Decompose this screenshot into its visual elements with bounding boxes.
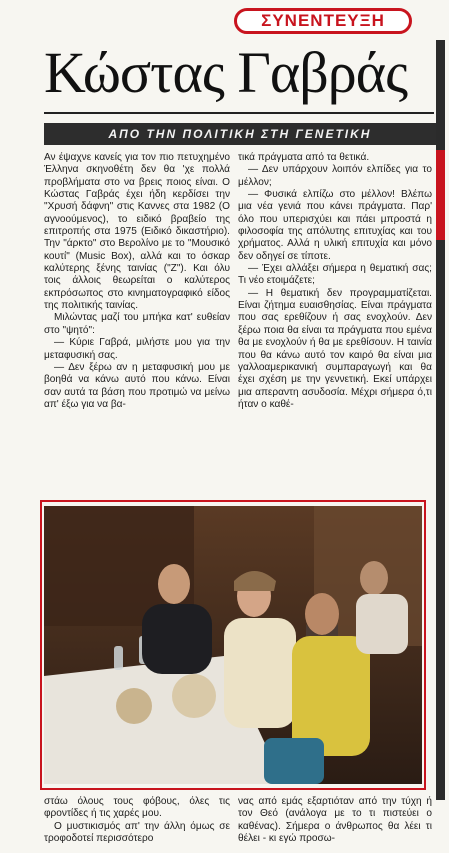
article-title: Κώστας Γαβράς	[44, 40, 408, 105]
paragraph: — Δεν υπάρχουν λοιπόν ελπίδες για το μέλλον;	[238, 164, 432, 188]
paragraph: — Φυσικά ελπίζω στο μέλλον! Βλέπω μια νέα γενιά που κάνει πράγματα. Παρ' όλο που υπερισχύει και πάει μπροστά η φιλοσοφία της απόλυτης επιτυχίας και του χρήματος. Αλλά η υλική επιτυχία και μόνο δεν οδηγεί σε τίποτε.	[238, 189, 432, 262]
paragraph: — Η θεματική δεν προγραμματίζεται. Είναι ζήτημα ευαισθησίας. Είναι πράγματα που σας ερεθίζουν ή σας ενοχλούν. Δεν ξέρω ποια θα είναι τα πράγματα που εμένα θα με ενοχλούν ή θα με ερεθίσουν. Η ταινία που θα κάνω αυτό τον καιρό θα είναι μια γαλλοαμερικανική συμπαραγωγή και θα έχει σχέση με την γεννετική. Εκεί υπάρχει μια απεραντη ασυδοσία. Μέχρι σήμερα ό,τι ήταν ο καθέ-	[238, 287, 432, 410]
subtitle-band	[44, 123, 436, 145]
text-column-left-continued	[44, 796, 230, 845]
photo-illustration	[44, 506, 422, 784]
article-subtitle: ΑΠΟ ΤΗΝ ΠΟΛΙΤΙΚΗ ΣΤΗ ΓΕΝΕΤΙΚΗ	[108, 127, 372, 141]
margin-red-accent	[436, 150, 445, 240]
text-column-right-continued	[238, 796, 432, 845]
paragraph: — Έχει αλλάξει σήμερα η θεματική σας; Τι νέο ετοιμάζετε;	[238, 263, 432, 287]
paragraph: νας από εμάς εξαρτιόταν από την τύχη ή τον Θεό (ανάλογα με το τι πιστεύει ο καθένας). Σήμερα ο άνθρωπος θα λέει τι θέλει - κι εγώ προσω-	[238, 796, 432, 845]
article-photo	[44, 506, 422, 784]
paragraph: Ο μυστικισμός απ' την άλλη όμως σε τροφοδοτεί περισσότερο	[44, 820, 230, 845]
paragraph: — Δεν ξέρω αν η μεταφυσική μου με βοηθά να κάνω αυτό που κάνω. Είναι σαν αυτά τα βάση που προτιμώ να μείνω απ' έξω για να βα-	[44, 361, 230, 410]
section-badge-label: ΣΥΝΕΝΤΕΥΞΗ	[261, 11, 385, 30]
paragraph: στάω όλους τους φόβους, όλες τις φροντίδες ή τις χαρές μου.	[44, 796, 230, 820]
paragraph: Αν έψαχνε κανείς για τον πιο πετυχημένο Έλληνα σκηνοθέτη δεν θα 'χε πολλά προβλήματα στο να βρεις ποιος είναι. Ο Κώστας Γαβράς έχει ήδη κερδίσει την "Χρυσή δάφνη" στις Καννες στα 1982 (Ο αγνοούμενος), το ειδικό βραβείο της επιτροπής στα 1975 (Ειδικό δικαστήριο). Την "άρκτο" στο Βερολίνο με το "Μουσικό κουτί" (Music Box), αλλά και το όσκαρ καλύτερης ξένης ταινίας ("Ζ"). Και όλυ τοις άλλοις θεωρείται ο καλύτερος εκπρόσωπος στο κινηματογραφικό είδος της πολιτικής ταινίας.	[44, 152, 230, 312]
paragraph: τικά πράγματα από τα θετικά.	[238, 152, 370, 163]
text-column-right	[238, 152, 432, 411]
title-rule	[44, 112, 434, 114]
paragraph: — Κύριε Γαβρά, μιλήστε μου για την μεταφυσική σας.	[44, 337, 230, 361]
paragraph: Μιλώντας μαζί του μπήκα κατ' ευθείαν στο "ψητό":	[44, 312, 230, 336]
section-badge	[234, 8, 412, 34]
text-column-left	[44, 152, 230, 411]
